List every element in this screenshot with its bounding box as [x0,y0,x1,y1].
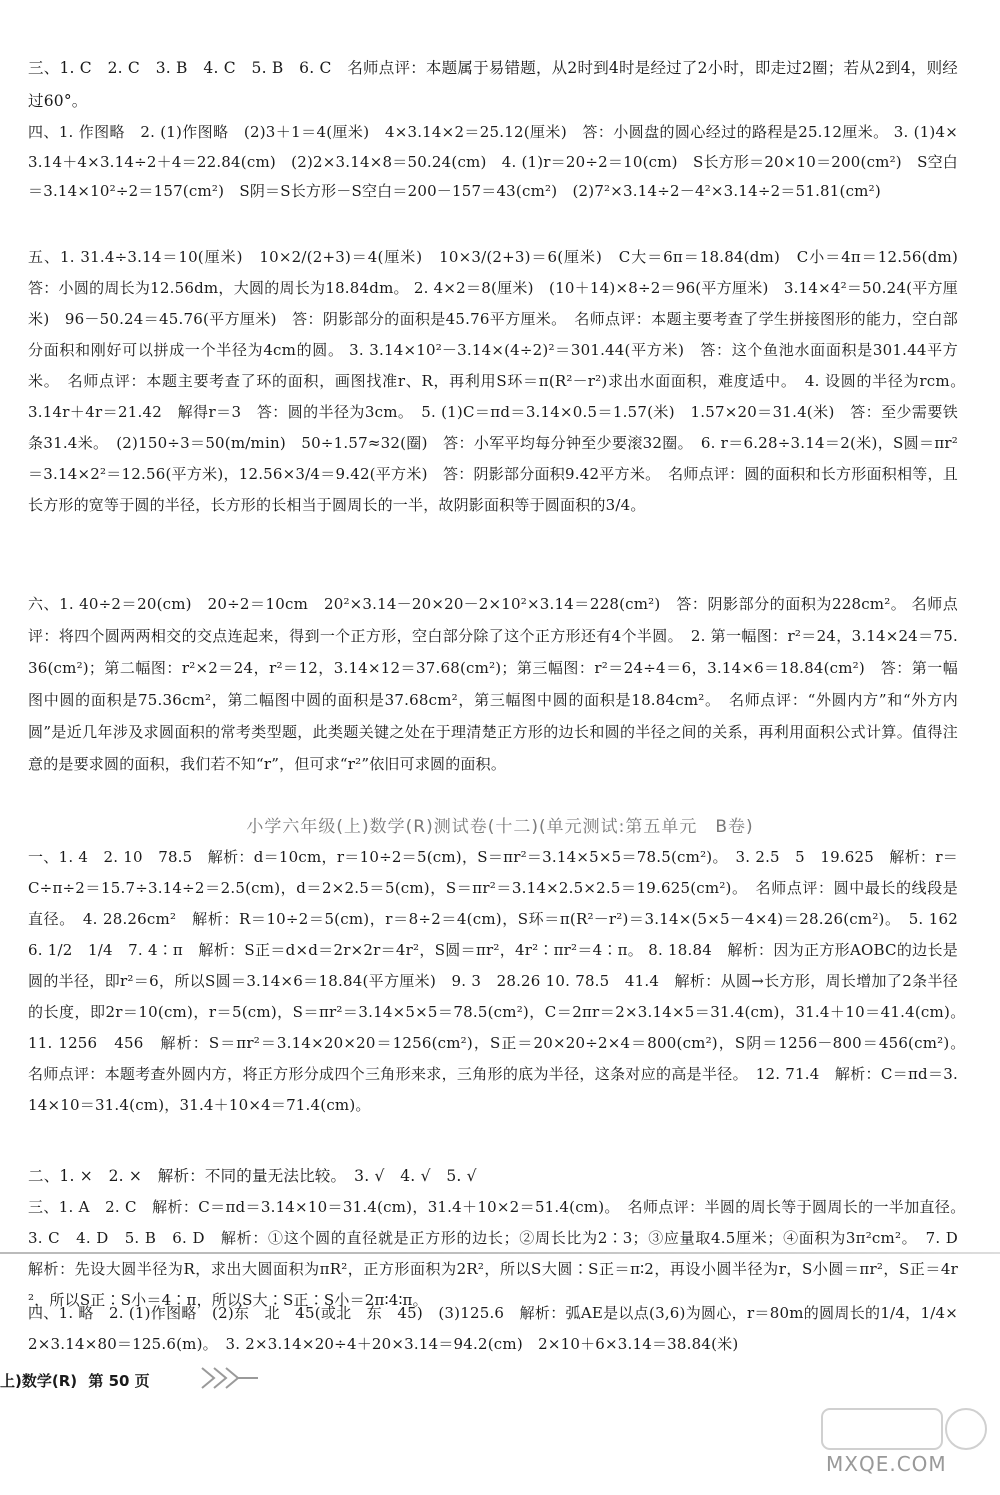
section-6-answers: 六、1. 40÷2＝20(cm) 20÷2＝10cm 20²×3.14－20×20－2×10²×3.14＝228(cm²) 答：阴影部分的面积为228cm²。 名师点评：将四个圆两两相交的交点连起来，得到一个正方形，空白部分除了这个正方形还有4个半圆。 2. 第一幅图：r²＝24，3.14×24＝75.36(cm²)；第二幅图：r²×2＝24，r²＝12，3.14×12＝37.68(cm²)；第三幅图：r²＝24÷4＝6，3.14×6＝18.84(cm²) 答：第一幅图中圆的面积是75.36cm²，第二幅图中圆的面积是37.68cm²，第三幅图中圆的面积是18.84cm²。 名师点评：“外圆内方”和“外方内圆”是近几年涉及求圆面积的常考类型题，此类题关键之处在于理清楚正方形的边长和圆的半径之间的关系，再利用面积公式计算。值得注意的是要求圆的面积，我们若不知“r”，但可求“r²”依旧可求圆的面积。 [28,595,958,773]
page-number: 第 50 页 [88,1372,150,1390]
section-4-answers: 四、1. 作图略 2. (1)作图略 (2)3＋1＝4(厘米) 4×3.14×2＝25.12(厘米) 答：小圆盘的圆心经过的路程是25.12厘米。 3. (1)4×3.14＋4×3.14÷2＋4＝22.84(cm) (2)2×3.14×8＝50.24(cm) 4. (1)r＝20÷2＝10(cm) S长方形＝20×10＝200(cm²) S空白＝3.14×10²÷2＝157(cm²) S阴＝S长方形－S空白＝200－157＝43(cm²) (2)7²×3.14÷2－4²×3.14÷2＝51.81(cm²) [28,123,958,200]
part-2-answers: 二、1. × 2. × 解析：不同的量无法比较。 3. √ 4. √ 5. √ [28,1167,477,1185]
part-4-answers: 四、1. 略 2. (1)作图略 (2)东 北 45(或北 东 45) (3)125.6 解析：弧AE是以点(3,6)为圆心，r＝80m的圆周长的1/4，1/4×2×3.14×80＝125.6(m)。 3. 2×3.14×20÷4＋20×3.14＝94.2(cm) 2×10＋6×3.14＝38.84(米) [28,1304,958,1353]
watermark-text: MXQE.COM [826,1452,947,1476]
arrows-icon [200,1364,260,1392]
part-1-answers: 一、1. 4 2. 10 78.5 解析：d＝10cm，r＝10÷2＝5(cm)，S＝πr²＝3.14×5×5＝78.5(cm²)。 3. 2.5 5 19.625 解析：r＝C÷π÷2＝15.7÷3.14÷2＝2.5(cm)，d＝2×2.5＝5(cm)，S＝πr²＝3.14×2.5×2.5＝19.625(cm²)。 名师点评：圆中最长的线段是直径。 4. 28.26cm² 解析：R＝10÷2＝5(cm)，r＝8÷2＝4(cm)，S环＝π(R²－r²)＝3.14×(5×5－4×4)＝28.26(cm²)。 5. 162 6. 1/2 1/4 7. 4∶π 解析：S正＝d×d＝2r×2r＝4r²，S圆＝πr²，4r²∶πr²＝4∶π。 8. 18.84 解析：因为正方形AOBC的边长是圆的半径，即r²＝6，所以S圆＝3.14×6＝18.84(平方厘米) 9. 3 28.26 10. 78.5 41.4 解析：从圆→长方形，周长增加了2条半径的长度，即2r＝10(cm)，r＝5(cm)，S＝πr²＝3.14×5×5＝78.5(cm²)，C＝2πr＝2×3.14×5＝31.4(cm)，31.4＋10＝41.4(cm)。 11. 1256 456 解析：S＝πr²＝3.14×20×20＝1256(cm²)，S正＝20×20÷2×4＝800(cm²)，S阴＝1256－800＝456(cm²)。 名师点评：本题考查外圆内方，将正方形分成四个三角形来求，三角形的底为半径，这条对应的高是半径。 12. 71.4 解析：C＝πd＝3.14×10＝31.4(cm)，31.4＋10×4＝71.4(cm)。 [28,848,974,1114]
footer-label: 上)数学(R) [0,1372,78,1390]
page-footer [0,1370,150,1391]
divider-line [0,1252,1000,1254]
part-3-answers: 三、1. A 2. C 解析：C＝πd＝3.14×10＝31.4(cm)，31.4＋10×2＝51.4(cm)。 名师点评：半圆的周长等于圆周长的一半加直径。 3. C 4. D 5. B 6. D 解析：①这个圆的直径就是正方形的边长；②周长比为2∶3；③应量取4.5厘米；④面积为3π²cm²。 7. D 解析：先设大圆半径为R，求出大圆面积为πR²，正方形面积为2R²，所以S大圆∶S正＝π∶2，再设小圆半径为r，S小圆＝πr²，S正＝4r²，所以S正∶S小＝4∶π，所以S大∶S正∶S小＝2π∶4∶π。 [28,1198,974,1309]
section-heading: 小学六年级(上)数学(R)测试卷(十二)(单元测试:第五单元 B卷) [246,817,754,837]
section-3-answers: 三、1. C 2. C 3. B 4. C 5. B 6. C 名师点评：本题属于易错题，从2时到4时是经过了2小时，即走过2圈；若从2到4，则经过60°。 [28,59,958,110]
watermark-logo-icon [820,1405,990,1490]
section-5-answers: 五、1. 31.4÷3.14＝10(厘米) 10×2/(2+3)＝4(厘米) 10×3/(2+3)＝6(厘米) C大＝6π＝18.84(dm) C小＝4π＝12.56(dm) 答：小圆的周长为12.56dm，大圆的周长为18.84dm。 2. 4×2＝8(厘米) (10＋14)×8÷2＝96(平方厘米) 3.14×4²＝50.24(平方厘米) 96－50.24＝45.76(平方厘米) 答：阴影部分的面积是45.76平方厘米。 名师点评：本题主要考查了学生拼接图形的能力，空白部分面积和刚好可以拼成一个半径为4cm的圆。 3. 3.14×10²－3.14×(4÷2)²＝301.44(平方米) 答：这个鱼池水面面积是301.44平方米。 名师点评：本题主要考查了环的面积，画图找准r、R，再利用S环＝π(R²－r²)求出水面面积，难度适中。 4. 设圆的半径为rcm。 3.14r＋4r＝21.42 解得r＝3 答：圆的半径为3cm。 5. (1)C＝πd＝3.14×0.5＝1.57(米) 1.57×20＝31.4(米) 答：至少需要铁条31.4米。 (2)150÷3＝50(m/min) 50÷1.57≈32(圈) 答：小军平均每分钟至少要滚32圈。 6. r＝6.28÷3.14＝2(米)，S圆＝πr²＝3.14×2²＝12.56(平方米)，12.56×3/4＝9.42(平方米) 答：阴影部分面积9.42平方米。 名师点评：圆的面积和长方形面积相等，且长方形的宽等于圆的半径，长方形的长相当于圆周长的一半，故阴影面积等于圆面积的3/4。 [28,248,974,514]
